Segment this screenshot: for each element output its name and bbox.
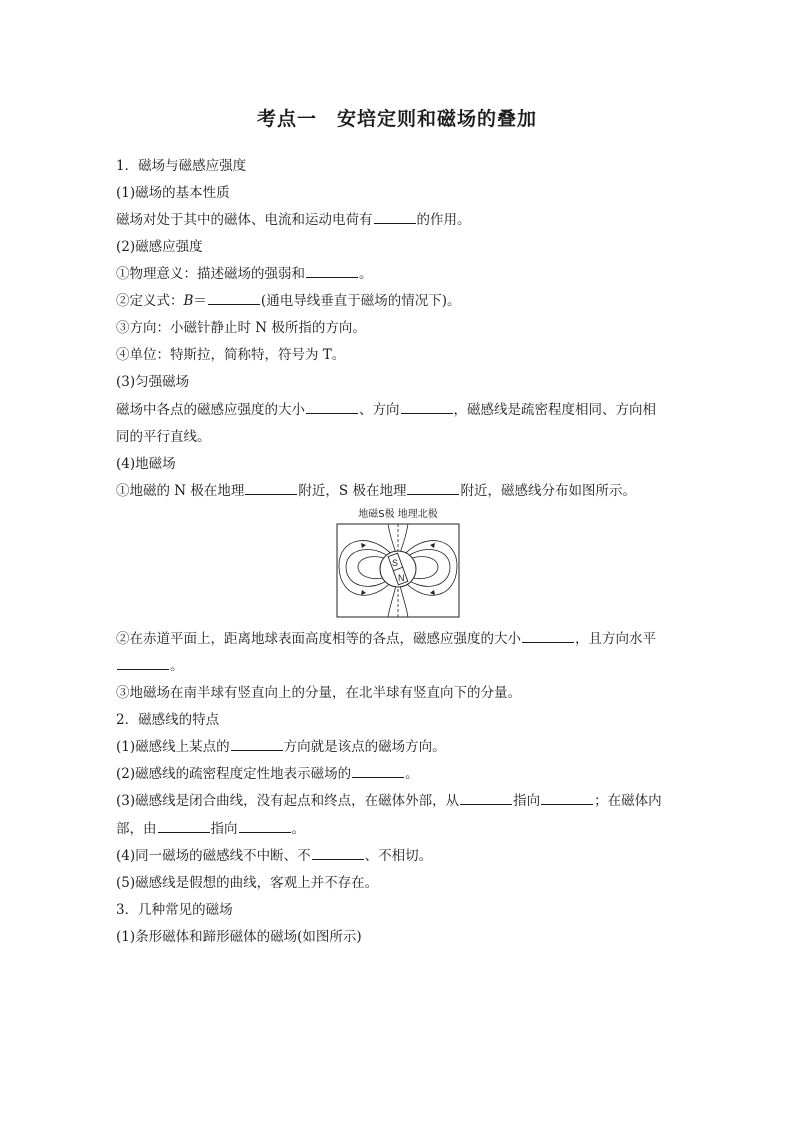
- fill-blank[interactable]: [117, 657, 169, 670]
- paragraph-uniform-field-cont: 同的平行直线。: [116, 429, 211, 445]
- paragraph-imaginary: (5)磁感线是假想的曲线，客观上并不存在。: [116, 875, 379, 891]
- paragraph-density: (2)磁感线的疏密程度定性地表示磁场的 。: [116, 766, 419, 782]
- subheading-basic-property: (1)磁场的基本性质: [116, 185, 230, 201]
- subheading-induction: (2)磁感应强度: [116, 239, 203, 255]
- paragraph-no-cross: (4)同一磁场的磁感线不中断、不 、不相切。: [116, 848, 433, 864]
- paragraph-uniform-field: 磁场中各点的磁感应强度的大小 、方向 ，磁感线是疏密程度相同、方向相: [116, 402, 656, 418]
- section-heading-1: 1．磁场与磁感应强度: [116, 158, 247, 174]
- paragraph-basic-property: 磁场对处于其中的磁体、电流和运动电荷有 的作用。: [116, 212, 471, 228]
- fill-blank[interactable]: [239, 820, 291, 833]
- paragraph-equator: ②在赤道平面上，距离地球表面高度相等的各点，磁感应强度的大小 ，且方向水平: [116, 631, 656, 647]
- paragraph-tangent: (1)磁感线上某点的 方向就是该点的磁场方向。: [116, 739, 446, 755]
- fill-blank[interactable]: [306, 265, 358, 278]
- paragraph-closed-curve-cont: 部，由 指向 。: [116, 821, 305, 837]
- section-heading-2: 2．磁感线的特点: [116, 712, 220, 728]
- subheading-uniform-field: (3)匀强磁场: [116, 374, 190, 390]
- subheading-earth-field: (4)地磁场: [116, 456, 176, 472]
- pole-n-label: N: [398, 573, 405, 583]
- fill-blank[interactable]: [208, 292, 260, 305]
- paragraph-hemisphere: ③地磁场在南半球有竖直向上的分量，在北半球有竖直向下的分量。: [116, 685, 521, 701]
- earth-field-diagram: [336, 523, 460, 619]
- paragraph-closed-curve: (3)磁感线是闭合曲线，没有起点和终点，在磁体外部，从 指向 ；在磁体内: [116, 793, 662, 809]
- figure-caption: 地磁S极 地理北极: [358, 509, 438, 520]
- fill-blank[interactable]: [306, 401, 358, 414]
- fill-blank[interactable]: [401, 401, 453, 414]
- paragraph-definition: ②定义式：B＝ (通电导线垂直于磁场的情况下)。: [116, 293, 461, 309]
- earth-field-figure: [336, 509, 460, 619]
- fill-blank[interactable]: [158, 820, 210, 833]
- fill-blank[interactable]: [245, 482, 297, 495]
- paragraph-magnet-fields: (1)条形磁体和蹄形磁体的磁场(如图所示): [116, 929, 362, 945]
- fill-blank[interactable]: [312, 847, 364, 860]
- paragraph-direction: ③方向：小磁针静止时 N 极所指的方向。: [116, 320, 366, 336]
- paragraph-physical-meaning: ①物理意义：描述磁场的强弱和 。: [116, 266, 373, 282]
- paragraph-earth-poles: ①地磁的 N 极在地理 附近，S 极在地理 附近，磁感线分布如图所示。: [116, 483, 636, 499]
- fill-blank[interactable]: [460, 792, 512, 805]
- fill-blank[interactable]: [231, 738, 283, 751]
- fill-blank[interactable]: [541, 792, 593, 805]
- section-heading-3: 3．几种常见的磁场: [116, 902, 233, 918]
- page-title: 考点一 安培定则和磁场的叠加: [256, 108, 537, 130]
- fill-blank[interactable]: [374, 211, 416, 224]
- paragraph-equator-cont: 。: [116, 657, 184, 675]
- paragraph-unit: ④单位：特斯拉，简称特，符号为 T。: [116, 347, 346, 363]
- fill-blank[interactable]: [352, 765, 404, 778]
- fill-blank[interactable]: [522, 630, 574, 643]
- pole-s-label: S: [392, 558, 399, 568]
- fill-blank[interactable]: [407, 482, 459, 495]
